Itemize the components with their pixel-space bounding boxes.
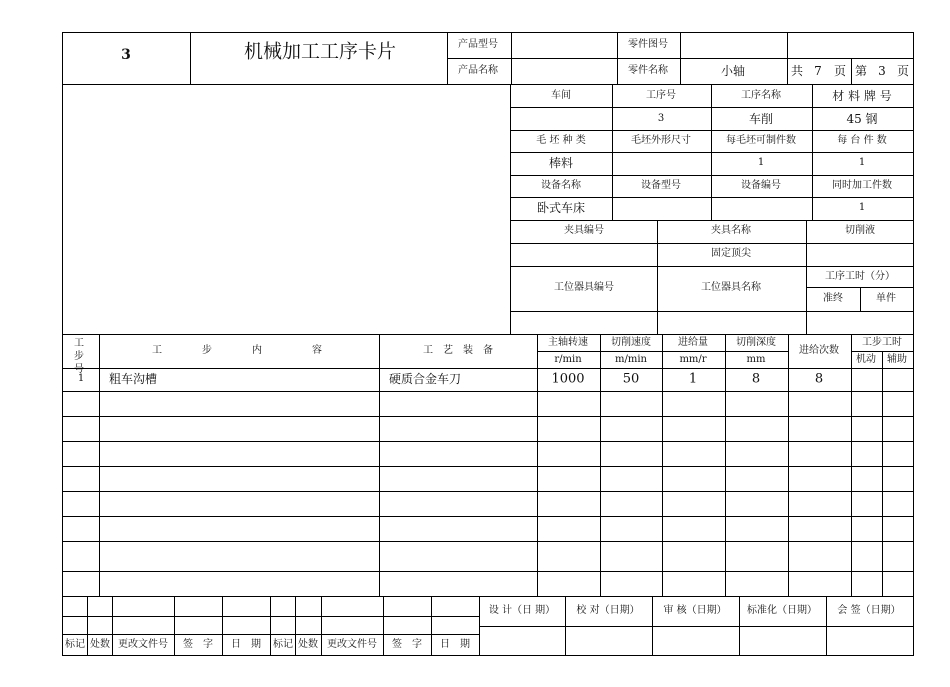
part-name-label: 零件名称 [628, 65, 668, 76]
fixture-no-label: 夹具编号 [564, 225, 604, 236]
per-unit: 1 [858, 157, 866, 168]
step-passes: 8 [814, 371, 824, 387]
step-feed: 1 [688, 371, 698, 387]
fixture-name: 固定顶尖 [711, 248, 751, 259]
equipment-label: 工 艺 装 备 [423, 345, 493, 356]
step-equipment: 硬质合金车刀 [389, 372, 462, 386]
part-drawing-label: 零件图号 [628, 39, 668, 50]
revision-mark-label: 标记 [65, 639, 85, 650]
total-label: 共 [790, 64, 804, 78]
fixture-name-label: 夹具名称 [711, 225, 751, 236]
design-label: 设 计（日 期） [488, 605, 556, 616]
revision-mark-label-2: 标记 [273, 639, 293, 650]
product-name-label: 产品名称 [458, 65, 498, 76]
part-name: 小轴 [720, 64, 746, 78]
revision-date-label: 日 期 [231, 639, 261, 650]
workshop-label: 车间 [551, 90, 571, 101]
aux-time-label: 辅助 [887, 354, 907, 365]
blank-size-label: 毛坯外形尺寸 [631, 135, 691, 146]
feed-label: 进给量 [678, 337, 708, 348]
page-unit: 页 [833, 64, 847, 78]
passes-label: 进给次数 [799, 345, 839, 356]
total-pages: 7 [814, 64, 822, 78]
revision-count-label-2: 处数 [298, 639, 318, 650]
standardization-label: 标准化（日期） [747, 605, 817, 616]
feed-unit: mm/r [679, 354, 707, 365]
equip-name: 卧式车床 [536, 201, 586, 215]
step-time-label: 工步工时 [862, 337, 902, 348]
step-no: 1 [77, 373, 85, 384]
product-model-label: 产品型号 [458, 39, 498, 50]
prep-label: 准终 [823, 293, 843, 304]
op-no: 3 [657, 113, 665, 124]
step-speed: 50 [622, 371, 640, 387]
equip-model-label: 设备型号 [641, 180, 681, 191]
step-depth: 8 [751, 371, 761, 387]
material: 45 钢 [846, 112, 878, 126]
op-name-label: 工序名称 [741, 90, 781, 101]
depth-unit: mm [746, 354, 766, 365]
card-title: 机械加工工序卡片 [243, 40, 397, 63]
parts-per-blank-label: 每毛坯可制件数 [726, 135, 796, 146]
speed-label: 切削速度 [611, 337, 651, 348]
depth-label: 切削深度 [736, 337, 776, 348]
step-content-label: 工 步 内 容 [152, 345, 322, 356]
card-number: 3 [121, 47, 131, 63]
revision-date-label-2: 日 期 [440, 639, 470, 650]
equip-no-label: 设备编号 [741, 180, 781, 191]
per-unit-label: 每 台 件 数 [837, 135, 887, 146]
coolant-label: 切削液 [845, 225, 875, 236]
equip-name-label: 设备名称 [541, 180, 581, 191]
op-time-label: 工序工时（分） [825, 271, 895, 282]
page-unit-2: 页 [896, 64, 910, 78]
blank-type: 棒料 [548, 156, 574, 170]
op-no-label: 工序号 [646, 90, 676, 101]
single-label: 单件 [876, 293, 896, 304]
station-tool-name-label: 工位器具名称 [701, 282, 761, 293]
revision-count-label: 处数 [90, 639, 110, 650]
spindle-label: 主轴转速 [548, 337, 588, 348]
station-tool-no-label: 工位器具编号 [554, 282, 614, 293]
revision-doc-label: 更改文件号 [118, 639, 168, 650]
check-label: 校 对（日期） [576, 605, 640, 616]
step-no-label: 工步号 [74, 338, 84, 375]
parts-per-blank: 1 [757, 157, 765, 168]
speed-unit: m/min [615, 354, 647, 365]
material-label: 材 料 牌 号 [832, 89, 892, 103]
step-spindle: 1000 [551, 371, 585, 387]
revision-signature-label-2: 签 字 [392, 639, 422, 650]
step-content: 粗车沟槽 [109, 372, 158, 386]
simul-label: 同时加工件数 [832, 180, 892, 191]
blank-type-label: 毛 坯 种 类 [536, 135, 586, 146]
review-label: 审 核（日期） [663, 605, 727, 616]
machine-time-label: 机动 [856, 354, 876, 365]
page-label: 第 [854, 64, 868, 78]
revision-signature-label: 签 字 [183, 639, 213, 650]
simul: 1 [858, 202, 866, 213]
op-name: 车削 [748, 112, 774, 126]
page-number: 3 [878, 64, 886, 78]
countersign-label: 会 签（日期） [837, 605, 901, 616]
spindle-unit: r/min [554, 354, 582, 365]
revision-doc-label-2: 更改文件号 [327, 639, 377, 650]
